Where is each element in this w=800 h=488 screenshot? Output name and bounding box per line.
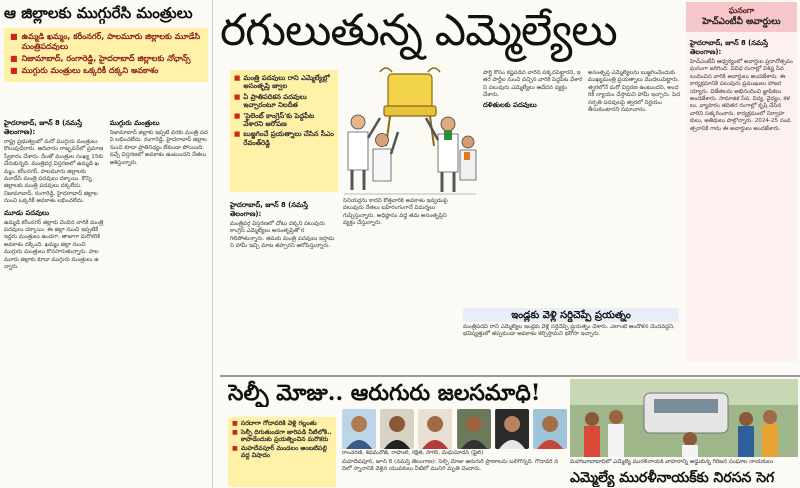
right-dateline: హైదరాబాద్, జూన్ 8 (నమస్తే తెలంగాణ): bbox=[690, 39, 768, 56]
left-body bbox=[4, 116, 209, 484]
bullet-icon: ■ bbox=[232, 444, 238, 452]
feature-bullet: ■ 'సైలెంట్ కాంగ్రెస్'కు పెద్దపీట వేశారని ఆరోపణ bbox=[234, 111, 315, 129]
main-body-column-3 bbox=[483, 70, 583, 312]
left-body-column-2 bbox=[110, 116, 210, 484]
main-dateline: హైదరాబాద్, జూన్ 8 (నమస్తే తెలంగాణ): bbox=[230, 201, 308, 218]
main-body-column-4 bbox=[588, 70, 682, 312]
main-subhead-c: దళితులకు పదవులు bbox=[483, 100, 537, 109]
illustration-art bbox=[340, 60, 480, 198]
left-body-column-1 bbox=[4, 116, 104, 484]
main-body-column-2 bbox=[343, 198, 453, 370]
bottom-body-text: మహదేవపూర్, జూన్ 8 (నమస్తే తెలంగాణ): సెల్ఫీ మోజు ఆరుగురి ప్రాణాలను బలిగొన్నది. గోదావరి నదిలో స్నానానికి వెళ్లిన యువకులు నీటిలో మునిగి మృతి చెందారు. bbox=[342, 459, 559, 473]
main-body-text-b: సీనియర్లను కాదని కొత్తవారికి అవకాశం ఇవ్వడంపై పలువురు నేతలు బహిరంగంగానే విమర్శలు గుప్పిస్తున్నారు. అధిష్ఠానం వద్ద తమ అసంతృప్తిని వ్యక్తం చేస్తున్నారు. bbox=[343, 198, 448, 227]
victim-photos bbox=[342, 409, 567, 449]
right-column bbox=[686, 0, 800, 375]
politician-figure-far-right bbox=[460, 136, 476, 180]
feature-bullet-box bbox=[230, 70, 338, 192]
bottom-story bbox=[220, 375, 800, 488]
bullet-icon: ■ bbox=[232, 428, 238, 436]
bullet-icon: ■ bbox=[10, 66, 18, 75]
bottom-bullet: ■ సెల్ఫీ దిగుతుండగా జారిపడి నీటిలోకి.. కాపాడేందుకు ప్రయత్నించిన మరొకరు bbox=[232, 428, 332, 444]
bullet-icon: ■ bbox=[10, 54, 18, 63]
feature-bullet: ■ ఏ ప్రాతిపదికన పదవులు ఇచ్చారంటూ నిలదీత bbox=[234, 92, 307, 110]
photo-caption: మహాబూబాబాద్‌లో ఎమ్మెల్యే మురళీనాయక్ వాహనాన్ని అడ్డుకున్న గిరిజన సంఘాల నాయకులు bbox=[570, 459, 773, 465]
right-body bbox=[686, 32, 797, 362]
feature-bullet: ■ బుజ్జగించే ప్రయత్నాలు చేసిన సీఎం రేవంత్‌రెడ్డి bbox=[234, 130, 334, 147]
left-body-text-b: ఉమ్మడి కరీంనగర్ జిల్లాకు చెందిన వారికి మంత్రి పదవులు దక్కాయి. ఈ జిల్లా నుంచి ఇప్పటికే ఇద్దరు మంత్రులు ఉండగా, తాజాగా మరొకరికి అవకాశం దక్కింది. ఖమ్మం జిల్లా నుంచి ముగ్గురు మంత్రులు కొనసాగుతున్నారు. పాలమూరు జిల్లాకు కూడా ముగ్గురు మంత్రులు ఉన్నారు. bbox=[4, 219, 104, 271]
victim-photo bbox=[342, 409, 376, 449]
bottom-bullet: ■ సరదాగా గోదావరికి వెళ్లి గల్లంతు bbox=[232, 420, 317, 427]
chair-politicians-illustration bbox=[340, 60, 480, 198]
main-body-column-1 bbox=[230, 198, 338, 370]
bottom-bullet-box bbox=[228, 417, 336, 487]
bullet-icon: ■ bbox=[232, 420, 238, 427]
left-highlight-box bbox=[4, 28, 208, 82]
victim-photo bbox=[380, 409, 414, 449]
left-dateline: హైదరాబాద్, జూన్ 8 (నమస్తే తెలంగాణ): bbox=[4, 119, 82, 136]
left-body-text-a: రాష్ట్ర ప్రభుత్వంలో మరో ముగ్గురు మంత్రులు కొలువుదీరారు. ఆదివారం రాజ్భవన్‌లో ప్రమాణస్వీకారం చేశారు. దీంతో మంత్రుల సంఖ్య 15కు చేరుకున్నది. మంత్రివర్గ విస్తరణలో ఉమ్మడి ఖమ్మం, కరీంనగర్, పాలమూరు జిల్లాలకు మూడేసి మంత్రి పదవులు దక్కాయి. కొన్ని జిల్లాలకు మంత్రి పదవులు దక్కలేదు. నిజామాబాద్, రంగారెడ్డి, హైదరాబాద్ జిల్లాల నుంచి ఒక్కరికీ అవకాశం లభించలేదు. bbox=[4, 139, 104, 205]
bottom-teaser-headline: ఎమ్మెల్యే మురళీనాయక్‌కు నిరసన సెగ bbox=[570, 470, 775, 486]
victim-photo bbox=[457, 409, 491, 449]
bullet-icon: ■ bbox=[234, 111, 241, 120]
victim-names: రాంచరణ్, శివమనోజ్, రాహుల్, రక్షిత్, సాగర్, మధుసూదన్ (ఫైల్) bbox=[342, 450, 484, 456]
victim-photo bbox=[495, 409, 529, 449]
left-bullet: ■ ఉమ్మడి ఖమ్మం, కరీంనగర్, పాలమూరు జిల్లాలకు మూడేసి మంత్రిపదవులు bbox=[10, 32, 201, 51]
bullet-icon: ■ bbox=[234, 74, 241, 82]
bottom-bullet: ■ మహదేవపూర్ మండలం అంబటిపల్లి వద్ద విషాదం bbox=[232, 444, 327, 460]
protest-scene-photo bbox=[570, 379, 798, 457]
victim-photo bbox=[418, 409, 452, 449]
right-kicker: ఘనంగా bbox=[728, 6, 755, 15]
left-headline: ఆ జిల్లాలకు ముగ్గురేసి మంత్రులు bbox=[4, 4, 193, 22]
main-body-text-c: పార్టీ కోసం కష్టపడిన వారిని పక్కనపెట్టారని, ఇతర పార్టీల నుంచి వచ్చిన వారికి పెద్దపీట వేశారని పలువురు ఎమ్మెల్యేలు ఆవేదన వ్యక్తం చేశారు. bbox=[483, 70, 583, 99]
victim-photo bbox=[533, 409, 567, 449]
bullet-icon: ■ bbox=[234, 92, 241, 101]
right-body-text: హెచ్ఎంటీవీ ఆధ్వర్యంలో అవార్డుల ప్రదానోత్సవం ఘనంగా జరిగింది. వివిధ రంగాల్లో విశిష్ట సేవలందించిన వారికి అవార్డులు అందజేశారు. ఈ కార్యక్రమానికి పలువురు ప్రముఖులు హాజరయ్యారు. విజేతలను అభినందించి జ్ఞాపికలు అందజేశారు. సామాజిక సేవ, విద్య, వైద్యం, కళలు, వ్యాపారం తదితర రంగాల్లో కృషి చేసిన వారిని సత్కరించారు. కార్యక్రమంలో నిర్వాహకులు, అతిథులు పాల్గొన్నారు. 2024-25 సంవత్సరానికి గాను ఈ అవార్డులు అందజేశారు. bbox=[690, 59, 793, 132]
left-body-text-c: నిజామాబాద్ జిల్లాకు ఇప్పటి వరకు మంత్రి పదవి లభించలేదు. రంగారెడ్డి, హైదరాబాద్ జిల్లాల నుంచి కూడా ప్రాతినిధ్యం లేకుండా పోయింది. వచ్చే విస్తరణలో అవకాశం ఉంటుందని నేతలు ఆశిస్తున్నారు. bbox=[109, 130, 208, 166]
main-subhead-2: ఇండ్లకు వెళ్లి సర్దిచెప్పే ప్రయత్నం bbox=[463, 308, 679, 322]
right-title: హెచ్ఎంటీవీ అవార్డులు bbox=[702, 17, 781, 27]
left-subhead: మూడు పదవులు bbox=[4, 208, 50, 217]
right-header-box bbox=[686, 2, 797, 32]
left-bullet: ■ ముగ్గురు మంత్రులు ఒక్కరికీ దక్కని అవకాశం bbox=[10, 66, 159, 75]
left-bullet: ■ నిజామాబాద్, రంగారెడ్డి, హైదరాబాద్ జిల్లాలకు నోఛాన్స్ bbox=[10, 54, 191, 63]
feature-bullet: ■ మంత్రి పదవులు రాని ఎమ్మెల్యేల్లో అసంతృప్తి జ్వాల bbox=[234, 74, 330, 91]
bullet-icon: ■ bbox=[10, 32, 18, 41]
main-body-text-e: మంత్రిపదవి రాని ఎమ్మెల్యేల ఇండ్లకు వెళ్లి సర్దిచెప్పే ప్రయత్నం చేశారు. ఎలాంటి ఆందోళన చెందవద్దని, భవిష్యత్తులో తప్పకుండా అవకాశం కల్పిస్తామని భరోసా ఇచ్చారు. bbox=[463, 324, 675, 338]
bullet-icon: ■ bbox=[234, 130, 241, 139]
main-body-text-a: మంత్రివర్గ విస్తరణలో చోటు దక్కని పలువురు కాంగ్రెస్ ఎమ్మెల్యేలు అసంతృప్తితో రగిలిపోతున్నారు. తమకు మంత్రి పదవులు ఇస్తామని హామీ ఇచ్చి మాట తప్పారని ఆరోపిస్తున్నారు. bbox=[230, 221, 335, 250]
main-body-text-d: అసంతృప్త ఎమ్మెల్యేలను బుజ్జగించేందుకు ముఖ్యమంత్రి ప్రయత్నాలు మొదలుపెట్టారు. త్వరలోనే మరో విస్తరణ ఉంటుందని, అందరికీ న్యాయం చేస్తామని హామీ ఇచ్చారు. పెదసర్పతి పదవులపై త్వరలో నిర్ణయం తీసుకుంటారని సమాచారం. bbox=[588, 70, 681, 114]
left-subhead-2: ముగ్గురు మంత్రులు bbox=[109, 119, 160, 127]
left-column bbox=[0, 0, 213, 488]
main-headline: రగులుతున్న ఎమ్మెల్యేలు bbox=[220, 5, 617, 56]
bottom-headline: సెల్ఫీ మోజు.. ఆరుగురు జలసమాధి! bbox=[228, 380, 541, 406]
